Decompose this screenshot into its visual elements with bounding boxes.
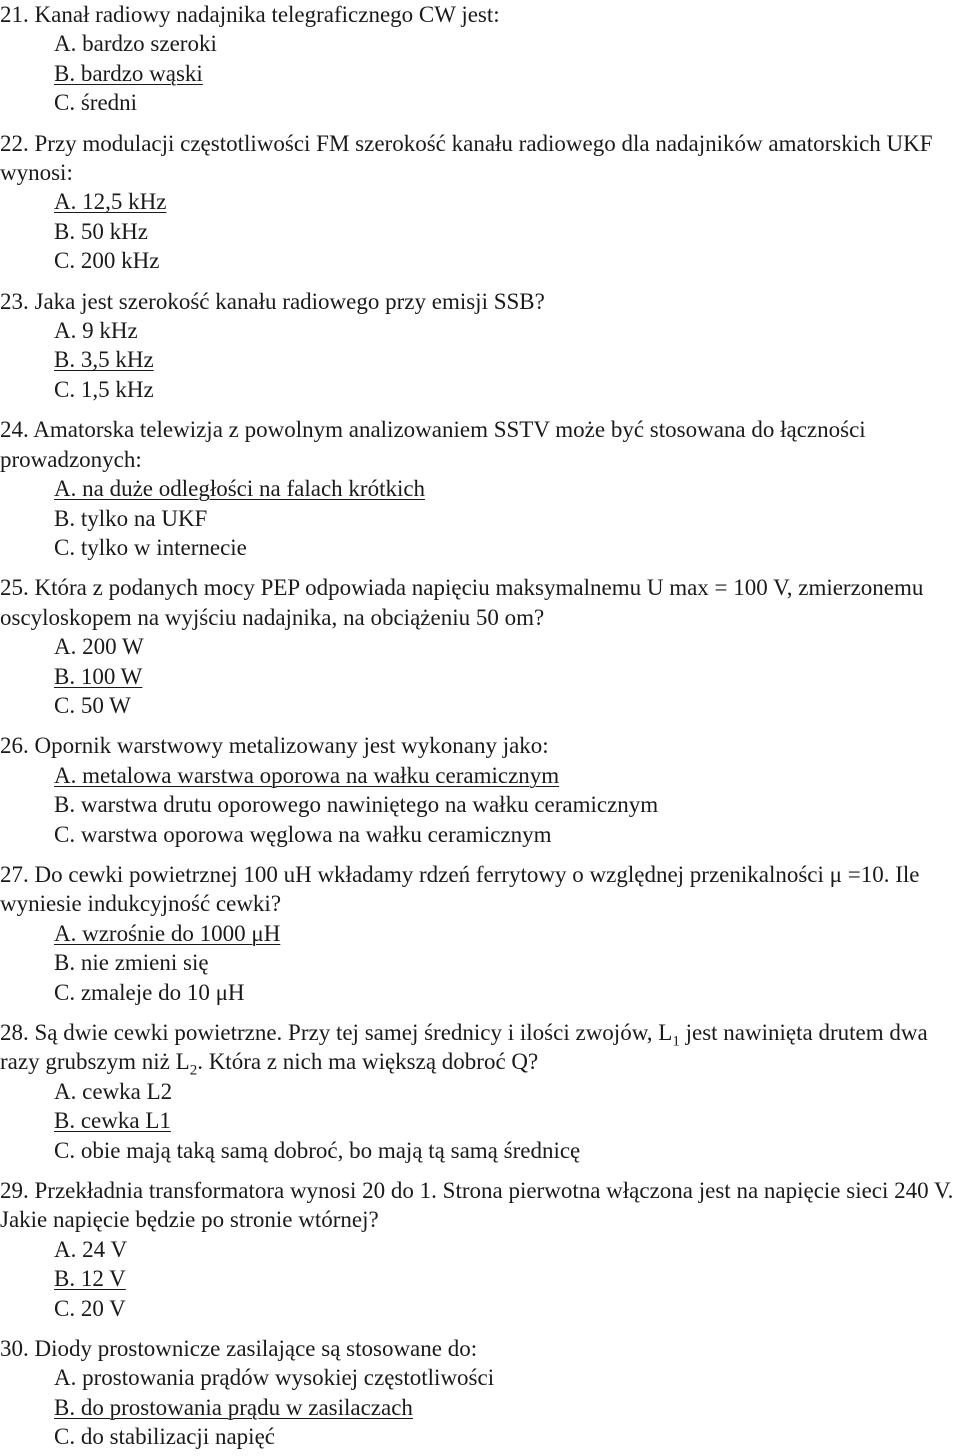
- answer-option: C. 50 W: [54, 692, 131, 718]
- answer-option: A. 200 W: [54, 634, 144, 660]
- answer-option: A. bardzo szeroki: [54, 31, 217, 57]
- answer-option: A. 9 kHz: [54, 318, 138, 344]
- question-text: [0, 0, 960, 29]
- question-text: [0, 415, 960, 474]
- question-body: Kanał radiowy nadajnika telegraficznego CW jest:: [34, 2, 500, 27]
- question-number: 22.: [0, 130, 29, 156]
- question-number: 28.: [0, 1020, 29, 1045]
- question-text-part: Są dwie cewki powietrzne. Przy tej samej średnicy i ilości zwojów, L: [34, 1020, 673, 1045]
- question-29: [0, 1176, 960, 1323]
- answer-option: C. 200 kHz: [54, 248, 160, 274]
- answer-option: B. 100 W: [54, 663, 143, 689]
- question-24: [0, 415, 960, 562]
- subscript: 2: [189, 1063, 198, 1079]
- question-body: Diody prostownicze zasilające są stosowane do:: [34, 1336, 478, 1362]
- answer-option: A. 24 V: [54, 1236, 128, 1262]
- question-22: [0, 129, 960, 276]
- answer-option: C. obie mają taką samą dobroć, bo mają tą samą średnicę: [54, 1137, 581, 1163]
- question-number: 29.: [0, 1178, 29, 1204]
- answer-option: B. tylko na UKF: [54, 505, 208, 531]
- answer-option: B. cewka L1: [54, 1108, 171, 1134]
- answer-option: A. cewka L2: [54, 1078, 173, 1104]
- answer-option: B. bardzo wąski: [54, 60, 203, 86]
- answer-option: B. 50 kHz: [54, 218, 148, 244]
- question-body: Przekładnia transformatora wynosi 20 do 1. Strona pierwotna włączona jest na napięcie sieci 240 V. Jakie napięcie będzie po stronie wtórnej?: [0, 1178, 954, 1233]
- question-text: [0, 860, 960, 919]
- question-28: [0, 1018, 960, 1165]
- question-number: 23.: [0, 288, 29, 314]
- question-number: 30.: [0, 1336, 29, 1362]
- question-26: [0, 731, 960, 849]
- subscript: 1: [672, 1033, 680, 1050]
- question-text: [0, 573, 960, 632]
- answer-option: B. nie zmieni się: [54, 950, 209, 976]
- question-text: [0, 129, 960, 188]
- answer-option: C. średni: [54, 90, 138, 116]
- question-body: Do cewki powietrznej 100 uH wkładamy rdzeń ferrytowy o względnej przenikalności μ =10. Ile wyniesie indukcyjność cewki?: [0, 861, 920, 917]
- answer-option: B. 12 V: [54, 1266, 126, 1292]
- question-body: Opornik warstwowy metalizowany jest wykonany jako:: [34, 733, 549, 759]
- answer-option: B. 3,5 kHz: [54, 347, 154, 373]
- question-30: [0, 1334, 960, 1452]
- question-text: [0, 1018, 960, 1077]
- question-number: 25.: [0, 575, 29, 601]
- answer-option: C. do stabilizacji napięć: [54, 1424, 275, 1450]
- question-body: Amatorska telewizja z powolnym analizowaniem SSTV może być stosowana do łączności prowadzonych:: [0, 417, 866, 472]
- answer-option: C. warstwa oporowa węglowa na wałku ceramicznym: [54, 821, 552, 847]
- question-number: 24.: [0, 417, 29, 443]
- answer-option: A. wzrośnie do 1000 μH: [54, 920, 281, 946]
- question-27: [0, 860, 960, 1007]
- question-body: Przy modulacji częstotliwości FM szerokość kanału radiowego dla nadajników amatorskich UKF wynosi:: [0, 130, 933, 186]
- question-body: Jaka jest szerokość kanału radiowego przy emisji SSB?: [34, 288, 545, 314]
- question-text: [0, 1334, 960, 1363]
- question-body: Która z podanych mocy PEP odpowiada napięciu maksymalnemu U max = 100 V, zmierzonemu oscyloskopem na wyjściu nadajnika, na obciążeniu 50 om?: [0, 575, 924, 630]
- answer-option: C. tylko w internecie: [54, 534, 247, 560]
- question-text: [0, 731, 960, 760]
- question-21: [0, 0, 960, 118]
- answer-option: B. warstwa drutu oporowego nawiniętego na wałku ceramicznym: [54, 792, 659, 818]
- answer-option: B. do prostowania prądu w zasilaczach: [54, 1394, 413, 1420]
- question-number: 27.: [0, 861, 29, 887]
- answer-option: C. 1,5 kHz: [54, 376, 154, 402]
- question-25: [0, 573, 960, 720]
- question-text-part: . Która z nich ma większą dobroć Q?: [197, 1049, 539, 1075]
- question-number: 21.: [0, 2, 29, 27]
- question-number: 26.: [0, 733, 29, 759]
- answer-option: A. prostowania prądów wysokiej częstotliwości: [54, 1365, 495, 1391]
- answer-option: C. zmaleje do 10 μH: [54, 979, 245, 1005]
- answer-option: C. 20 V: [54, 1295, 126, 1321]
- question-text: [0, 1176, 960, 1235]
- answer-option: A. na duże odległości na falach krótkich: [54, 476, 426, 502]
- answer-option: A. 12,5 kHz: [54, 189, 167, 215]
- answer-option: A. metalowa warstwa oporowa na wałku ceramicznym: [54, 762, 560, 788]
- question-text-part: jest nawinięta drutem dwa razy grubszym niż L: [0, 1020, 928, 1075]
- question-text: [0, 287, 960, 316]
- question-23: [0, 287, 960, 405]
